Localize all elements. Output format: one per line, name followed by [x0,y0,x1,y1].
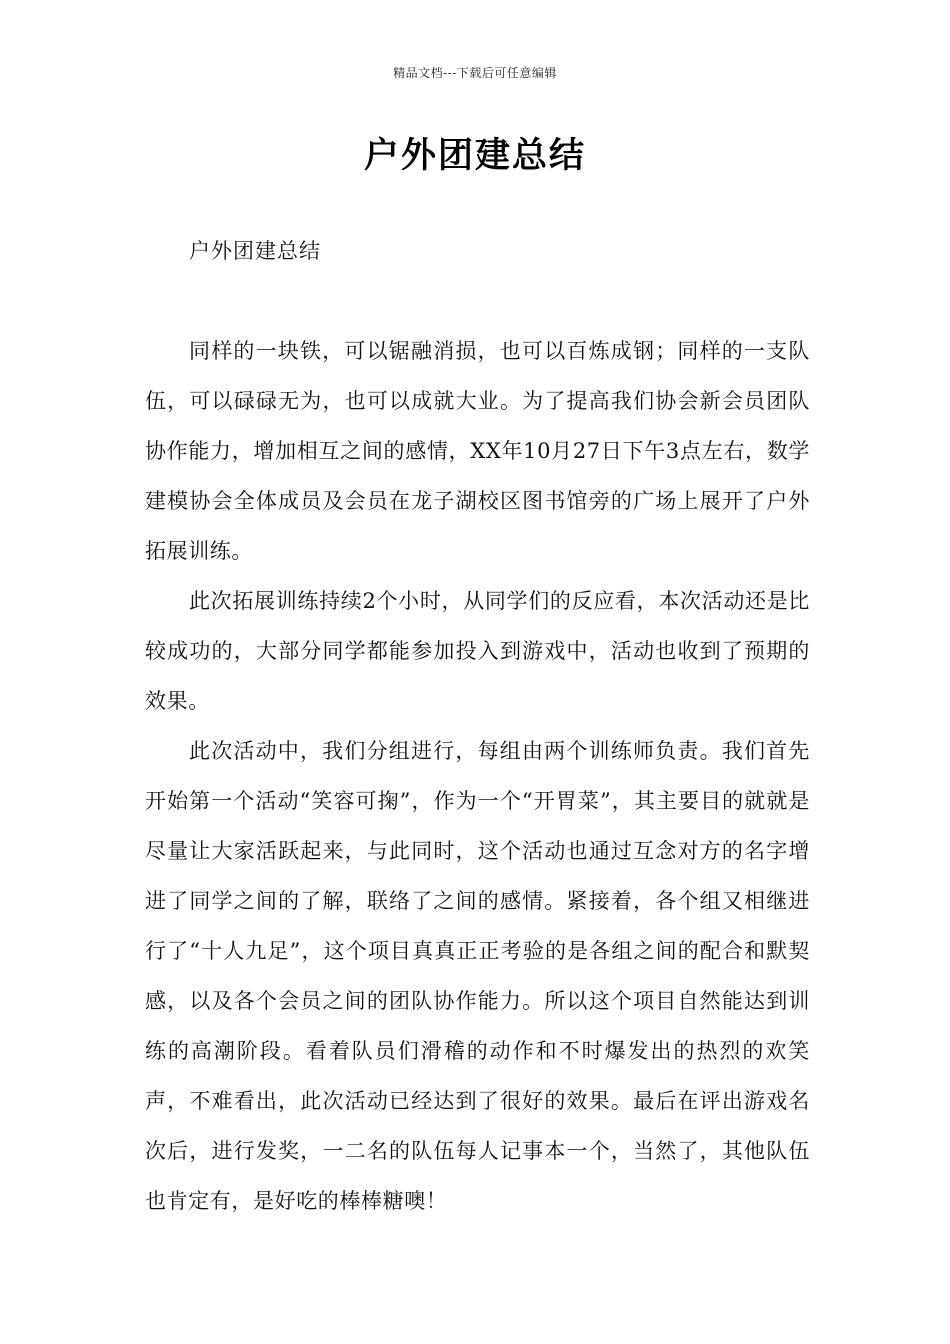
paragraph: 同样的一块铁，可以锯融消损，也可以百炼成钢；同样的一支队伍，可以碌碌无为，也可以成就大业。为了提高我们协会新会员团队协作能力，增加相互之间的感情，XX年10月27日下午3点左右，数学建模协会全体成员及会员在龙子湖校区图书馆旁的广场上展开了户外拓展训练。 [145,339,810,563]
document-subtitle: 户外团建总结 [189,239,321,263]
page-header: 精品文档---下载后可任意编辑 [393,66,557,80]
paragraph: 此次拓展训练持续2个小时，从同学们的反应看，本次活动还是比较成功的，大部分同学都能参加投入到游戏中，活动也收到了预期的效果。 [145,589,810,713]
document-title: 户外团建总结 [363,136,586,176]
document-body [145,326,810,1226]
paragraph: 此次活动中，我们分组进行，每组由两个训练师负责。我们首先开始第一个活动“笑容可掬”，作为一个“开胃菜”，其主要目的就就是尽量让大家活跃起来，与此同时，这个活动也通过互念对方的名字增进了同学之间的了解，联络了之间的感情。紧接着，各个组又相继进行了“十人九足”，这个项目真真正正考验的是各组之间的配合和默契感，以及各个会员之间的团队协作能力。所以这个项目自然能达到训练的高潮阶段。看着队员们滑稽的动作和不时爆发出的热烈的欢笑声，不难看出，此次活动已经达到了很好的效果。最后在评出游戏名次后，进行发奖，一二名的队伍每人记事本一个，当然了，其他队伍也肯定有，是好吃的棒棒糖噢！ [145,739,810,1213]
